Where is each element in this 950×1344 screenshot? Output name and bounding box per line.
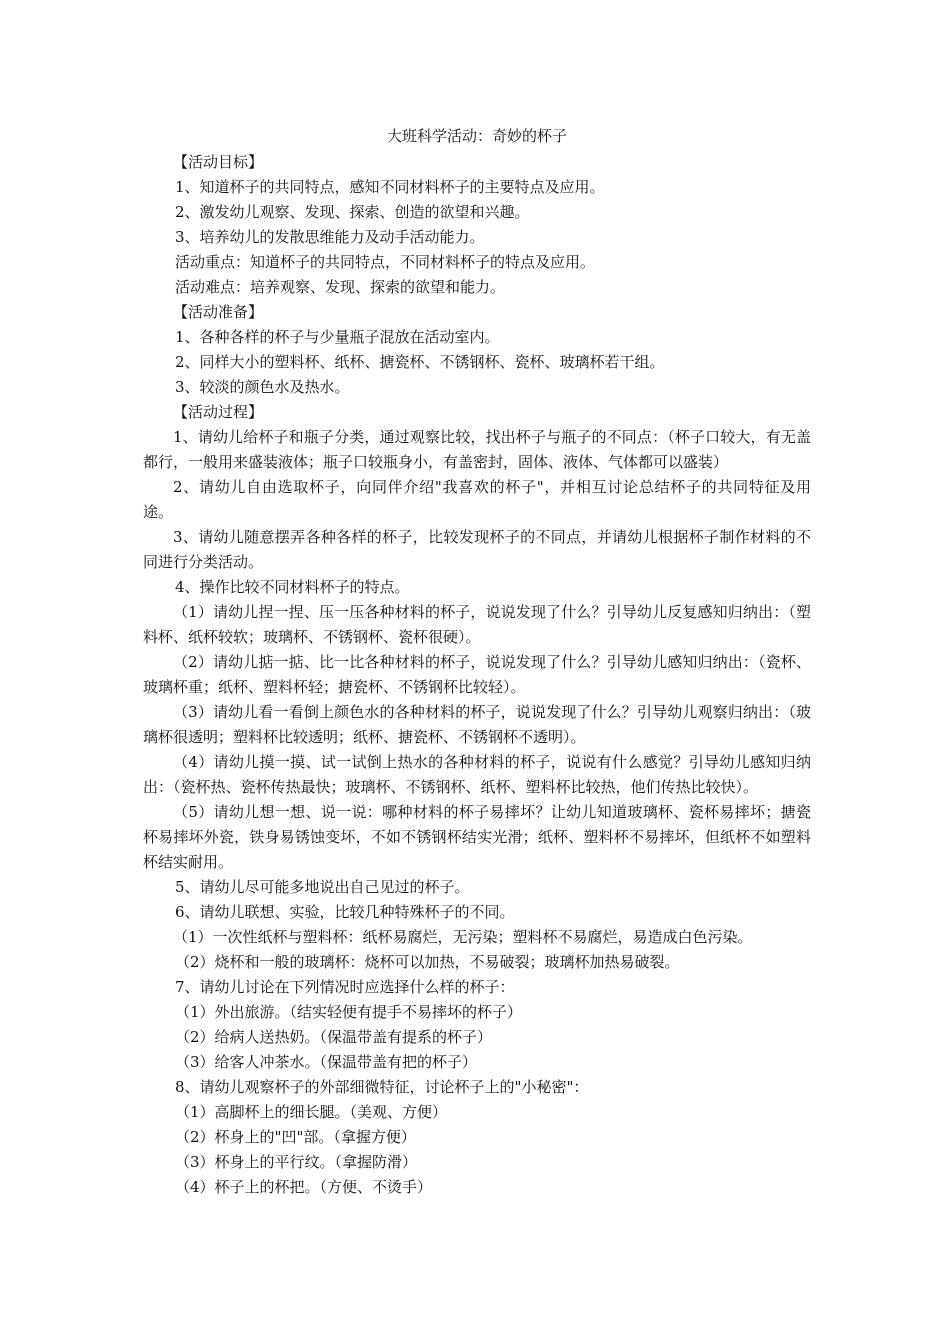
section-heading-goals: 【活动目标】 [173, 153, 264, 171]
key-point: 活动重点：知道杯子的共同特点，不同材料杯子的特点及应用。 [175, 253, 596, 271]
process-step-7-1: （1）外出旅游。（结实轻便有提手不易摔坏的杯子） [175, 1003, 523, 1021]
process-step-8-1: （1）高脚杯上的细长腿。（美观、方便） [175, 1103, 448, 1121]
process-step-4-2: （2）请幼儿掂一掂、比一比各种材料的杯子，说说发现了什么？引导幼儿感知归纳出：（瓷杯、玻璃杯重；纸杯、塑料杯轻；搪瓷杯、不锈钢杯比较轻）。 [143, 653, 811, 696]
process-step-1: 1、请幼儿给杯子和瓶子分类，通过观察比较，找出杯子与瓶子的不同点：（杯子口较大，有无盖都行，一般用来盛装液体；瓶子口较瓶身小，有盖密封，固体、液体、气体都可以盛装） [143, 428, 811, 471]
process-step-6-1: （1）一次性纸杯与塑料杯：纸杯易腐烂，无污染；塑料杯不易腐烂，易造成白色污染。 [173, 928, 753, 946]
process-step-4-3: （3）请幼儿看一看倒上颜色水的各种材料的杯子，说说发现了什么？引导幼儿观察归纳出：（玻璃杯很透明；塑料杯比较透明；纸杯、搪瓷杯、不锈钢杯不透明）。 [143, 703, 811, 746]
process-step-8-4: （4）杯子上的杯把。（方便、不烫手） [175, 1178, 433, 1196]
difficulty-point: 活动难点：培养观察、发现、探索的欲望和能力。 [175, 278, 506, 296]
section-heading-prep: 【活动准备】 [173, 303, 264, 321]
process-step-4-4: （4）请幼儿摸一摸、试一试倒上热水的各种材料的杯子，说说有什么感觉？引导幼儿感知归纳出：（瓷杯热、瓷杯传热最快；玻璃杯、不锈钢杯、纸杯、塑料杯比较热，他们传热比较快）。 [143, 753, 811, 796]
process-step-8-3: （3）杯身上的平行纹。（拿握防滑） [175, 1153, 418, 1171]
process-step-3: 3、请幼儿随意摆弄各种各样的杯子，比较发现杯子的不同点，并请幼儿根据杯子制作材料的不同进行分类活动。 [143, 528, 811, 571]
process-step-4-5: （5）请幼儿想一想、说一说：哪种材料的杯子易摔坏？让幼儿知道玻璃杯、瓷杯易摔坏；搪瓷杯易摔坏外瓷，铁身易锈蚀变坏，不如不锈钢杯结实光滑；纸杯、塑料杯不易摔坏，但纸杯不如塑料杯结实耐用。 [143, 803, 811, 871]
process-step-6: 6、请幼儿联想、实验，比较几种特殊杯子的不同。 [175, 903, 515, 921]
process-step-2: 2、请幼儿自由选取杯子，向同伴介绍"我喜欢的杯子"，并相互讨论总结杯子的共同特征及用途。 [143, 478, 811, 521]
process-step-4-1: （1）请幼儿捏一捏、压一压各种材料的杯子，说说发现了什么？引导幼儿反复感知归纳出：（塑料杯、纸杯较软；玻璃杯、不锈钢杯、瓷杯很硬）。 [143, 603, 811, 646]
process-step-7-3: （3）给客人冲茶水。（保温带盖有把的杯子） [175, 1053, 478, 1071]
document-body [143, 122, 811, 1200]
process-step-8-2: （2）杯身上的"凹"部。（拿握方便） [175, 1128, 416, 1146]
process-step-4: 4、操作比较不同材料杯子的特点。 [175, 578, 410, 596]
process-step-8: 8、请幼儿观察杯子的外部细微特征，讨论杯子上的"小秘密"： [175, 1078, 589, 1096]
goal-item: 3、培养幼儿的发散思维能力及动手活动能力。 [175, 228, 485, 246]
document-title: 大班科学活动：奇妙的杯子 [386, 127, 567, 145]
process-step-7-2: （2）给病人送热奶。（保温带盖有提系的杯子） [175, 1028, 493, 1046]
process-step-7: 7、请幼儿讨论在下列情况时应选择什么样的杯子： [175, 978, 515, 996]
goal-item: 1、知道杯子的共同特点，感知不同材料杯子的主要特点及应用。 [175, 178, 605, 196]
prep-item: 1、各种各样的杯子与少量瓶子混放在活动室内。 [175, 328, 500, 346]
section-heading-process: 【活动过程】 [173, 403, 264, 421]
process-step-6-2: （2）烧杯和一般的玻璃杯：烧杯可以加热，不易破裂；玻璃杯加热易破裂。 [175, 953, 680, 971]
goal-item: 2、激发幼儿观察、发现、探索、创造的欲望和兴趣。 [175, 203, 530, 221]
prep-item: 2、同样大小的塑料杯、纸杯、搪瓷杯、不锈钢杯、瓷杯、玻璃杯若干组。 [175, 353, 665, 371]
process-step-5: 5、请幼儿尽可能多地说出自己见过的杯子。 [175, 878, 470, 896]
prep-item: 3、较淡的颜色水及热水。 [175, 378, 350, 396]
